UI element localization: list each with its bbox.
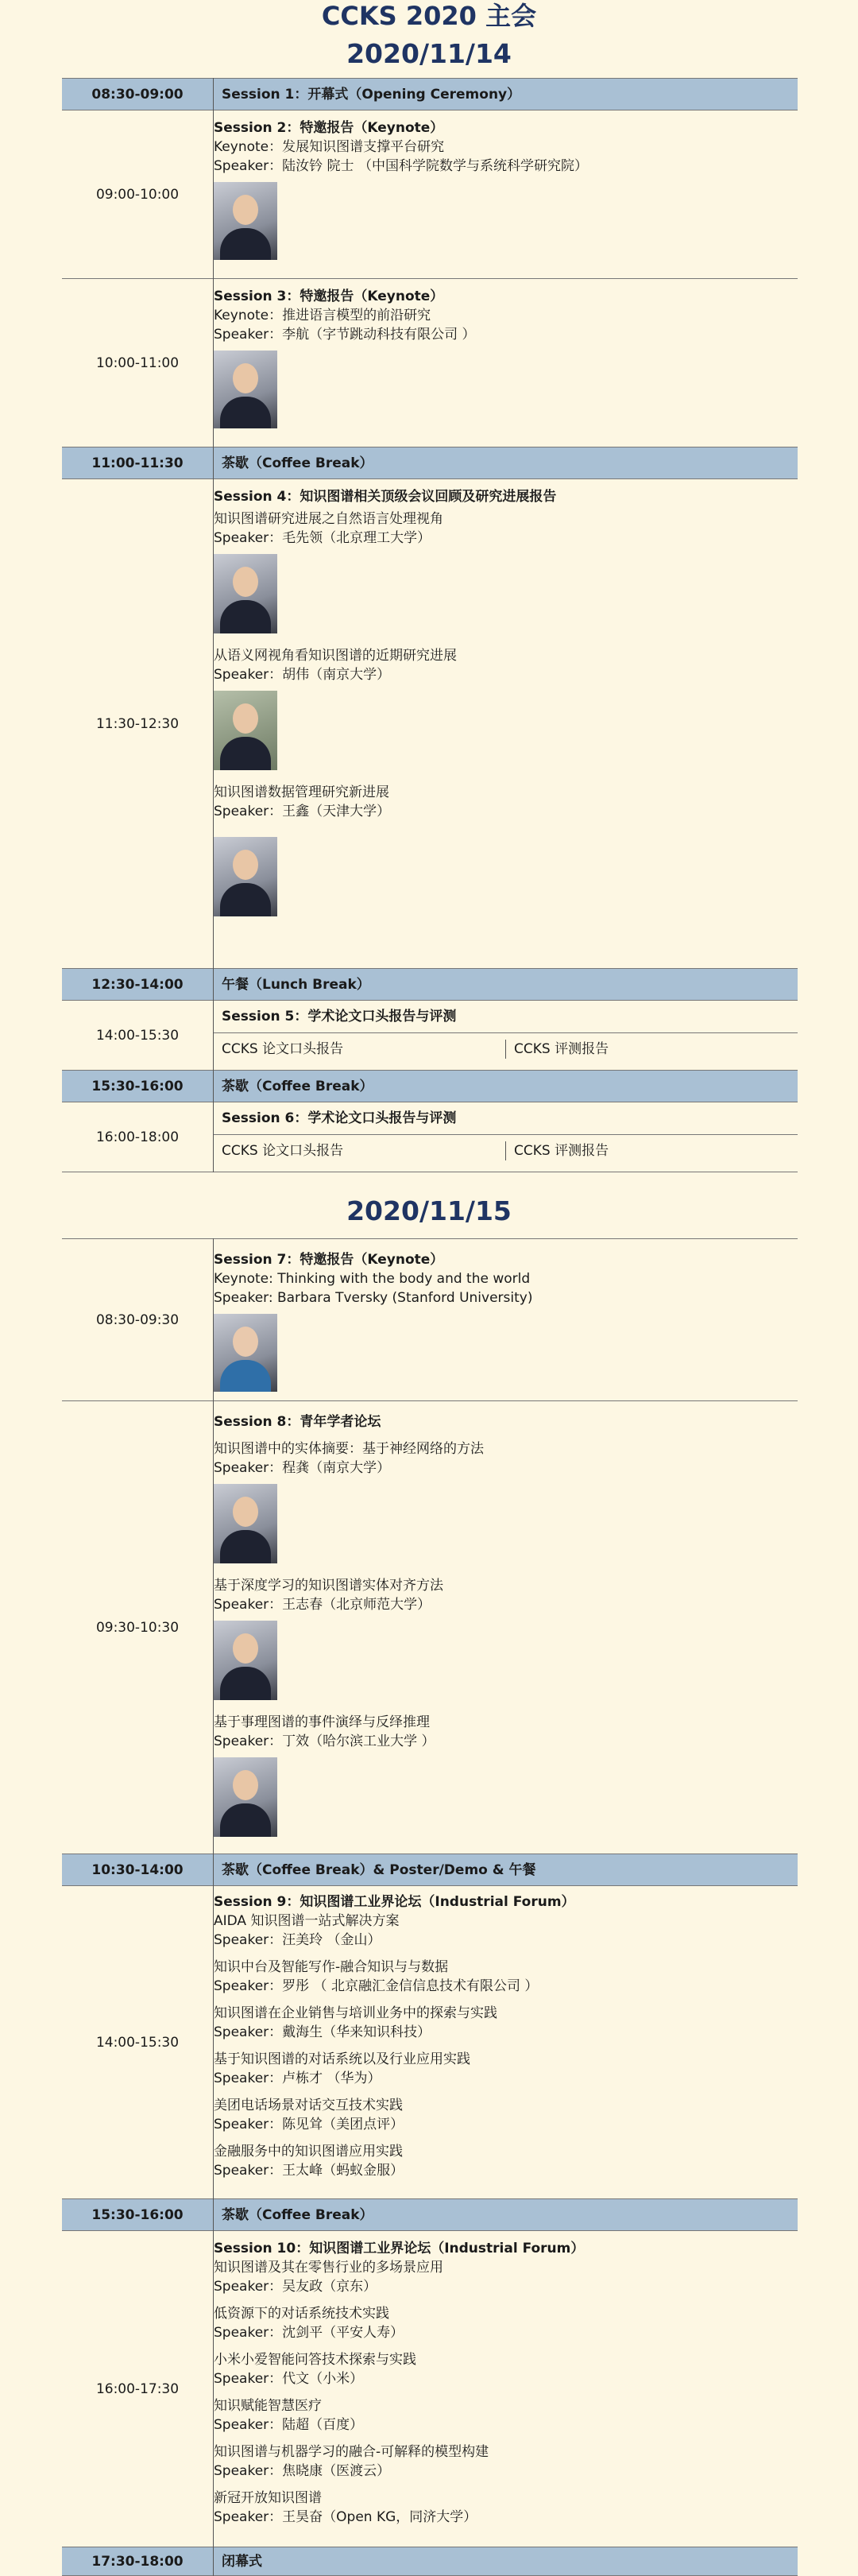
speaker-photo [214, 182, 277, 260]
time-cell: 17:30-18:00 [62, 2547, 214, 2576]
table-row [62, 2231, 798, 2547]
table-row [62, 279, 798, 447]
session-title: Session 2：特邀报告（Keynote） [214, 120, 444, 136]
speaker-photo [214, 691, 277, 770]
time-cell: 15:30-16:00 [62, 2199, 214, 2231]
time-cell: 11:30-12:30 [62, 479, 214, 969]
table-row [62, 1001, 798, 1071]
table-row [62, 2199, 798, 2231]
session-title: 茶歇（Coffee Break） [214, 447, 798, 479]
speaker-name: Speaker：汪美玲 （金山） [214, 1932, 381, 1948]
speaker-photo [214, 1621, 277, 1700]
table-row [62, 969, 798, 1001]
time-cell: 09:00-10:00 [62, 110, 214, 279]
session-title: Session 9：知识图谱工业界论坛（Industrial Forum） [214, 1894, 575, 1910]
speaker-name: Speaker：罗彤 （ 北京融汇金信信息技术有限公司 ） [214, 1978, 539, 1994]
time-cell: 16:00-18:00 [62, 1102, 214, 1172]
session-title: Session 10：知识图谱工业界论坛（Industrial Forum） [214, 2241, 585, 2256]
talk-title: 知识中台及智能写作-融合知识与与数据 [214, 1959, 449, 1975]
talk-title: 知识赋能智慧医疗 [214, 2398, 322, 2414]
speaker-name: Speaker：戴海生（华来知识科技） [214, 2024, 431, 2040]
keynote-title: Keynote：推进语言模型的前沿研究 [214, 308, 431, 323]
table-row [62, 110, 798, 279]
table-row [62, 1071, 798, 1102]
speaker-name: Speaker：陆超（百度） [214, 2417, 364, 2433]
speaker-name: Speaker：王鑫（天津大学） [214, 804, 391, 819]
talk-title: 低资源下的对话系统技术实践 [214, 2306, 389, 2322]
talk-title: 知识图谱研究进展之自然语言处理视角 [214, 511, 443, 527]
speaker-name: Speaker：胡伟（南京大学） [214, 667, 391, 683]
talk-title: 知识图谱数据管理研究新进展 [214, 784, 389, 800]
day2-date: 2020/11/15 [346, 1195, 512, 1226]
talk-title: 知识图谱与机器学习的融合-可解释的模型构建 [214, 2444, 489, 2460]
speaker-name: Speaker：王太峰（蚂蚁金服） [214, 2163, 404, 2179]
session-title: Session 1：开幕式（Opening Ceremony） [214, 79, 798, 110]
speaker-name: Speaker：沈剑平（平安人寿） [214, 2325, 404, 2341]
session-title: Session 4：知识图谱相关顶级会议回顾及研究进展报告 [214, 489, 557, 505]
speaker-name: Speaker：丁效（哈尔滨工业大学 ） [214, 1733, 435, 1749]
table-row [62, 447, 798, 479]
day1-date: 2020/11/14 [346, 38, 512, 69]
time-cell: 14:00-15:30 [62, 1886, 214, 2199]
speaker-name: Speaker：王志春（北京师范大学） [214, 1597, 431, 1613]
table-row [62, 1401, 798, 1854]
speaker-photo [214, 1314, 277, 1392]
speaker-name: Speaker：陆汝钤 院士 （中国科学院数学与系统科学研究院） [214, 158, 588, 174]
keynote-title: Keynote: Thinking with the body and the world [214, 1271, 531, 1287]
table-row [62, 479, 798, 969]
session-title: Session 3：特邀报告（Keynote） [214, 289, 444, 304]
talk-title: 金融服务中的知识图谱应用实践 [214, 2144, 403, 2160]
speaker-name: Speaker: Barbara Tversky (Stanford University) [214, 1290, 533, 1306]
time-cell: 10:30-14:00 [62, 1854, 214, 1886]
talk-title: 小米小爱智能问答技术探索与实践 [214, 2352, 416, 2368]
speaker-name: Speaker：陈见耸（美团点评） [214, 2117, 404, 2132]
speaker-name: Speaker：李航（字节跳动科技有限公司 ） [214, 327, 476, 343]
page-title: CCKS 2020 主会 [321, 1, 537, 31]
time-cell: 14:00-15:30 [62, 1001, 214, 1071]
keynote-title: Keynote：发展知识图谱支撑平台研究 [214, 139, 445, 155]
evaluation-label: CCKS 评测报告 [514, 1143, 609, 1159]
speaker-name: Speaker：吴友政（京东） [214, 2279, 377, 2295]
speaker-name: Speaker：王昊奋（Open KG，同济大学） [214, 2509, 477, 2525]
speaker-name: Speaker：毛先领（北京理工大学） [214, 530, 431, 546]
session-title: 茶歇（Coffee Break） [214, 2199, 798, 2231]
table-row [62, 1239, 798, 1401]
session-title: 茶歇（Coffee Break）& Poster/Demo & 午餐 [214, 1854, 798, 1886]
speaker-photo [214, 351, 277, 428]
speaker-photo [214, 1757, 277, 1837]
time-cell: 08:30-09:30 [62, 1239, 214, 1401]
session-title: 茶歇（Coffee Break） [214, 1071, 798, 1102]
paper-talks-label: CCKS 论文口头报告 [222, 1141, 506, 1160]
talk-title: AIDA 知识图谱一站式解决方案 [214, 1913, 400, 1929]
time-cell: 09:30-10:30 [62, 1401, 214, 1854]
session-title: Session 7：特邀报告（Keynote） [214, 1252, 444, 1268]
speaker-photo [214, 554, 277, 633]
talk-title: 知识图谱在企业销售与培训业务中的探索与实践 [214, 2005, 497, 2021]
table-row [62, 1102, 798, 1172]
session-title: Session 8：青年学者论坛 [214, 1414, 381, 1430]
time-cell: 11:00-11:30 [62, 447, 214, 479]
speaker-name: Speaker：程龚（南京大学） [214, 1460, 391, 1476]
talk-title: 基于深度学习的知识图谱实体对齐方法 [214, 1578, 443, 1594]
day1-schedule-table [62, 78, 798, 1172]
time-cell: 16:00-17:30 [62, 2231, 214, 2547]
table-row [62, 1854, 798, 1886]
time-cell: 15:30-16:00 [62, 1071, 214, 1102]
day2-schedule-table [62, 1238, 798, 2576]
session-title: 午餐（Lunch Break） [214, 969, 798, 1001]
talk-title: 知识图谱及其在零售行业的多场景应用 [214, 2260, 443, 2276]
session-title: Session 5：学术论文口头报告与评测 [214, 1001, 798, 1033]
table-row [62, 79, 798, 110]
table-row [62, 1886, 798, 2199]
speaker-name: Speaker：焦晓康（医渡云） [214, 2463, 391, 2479]
time-cell: 12:30-14:00 [62, 969, 214, 1001]
evaluation-label: CCKS 评测报告 [514, 1041, 609, 1057]
table-row [62, 2547, 798, 2576]
session-title: 闭幕式 [214, 2547, 798, 2576]
speaker-name: Speaker：代文（小米） [214, 2371, 364, 2387]
speaker-photo [214, 837, 277, 916]
talk-title: 从语义网视角看知识图谱的近期研究进展 [214, 648, 457, 664]
talk-title: 知识图谱中的实体摘要：基于神经网络的方法 [214, 1441, 484, 1457]
time-cell: 08:30-09:00 [62, 79, 214, 110]
talk-title: 新冠开放知识图谱 [214, 2490, 322, 2506]
talk-title: 基于知识图谱的对话系统以及行业应用实践 [214, 2051, 470, 2067]
speaker-photo [214, 1484, 277, 1563]
time-cell: 10:00-11:00 [62, 279, 214, 447]
talk-title: 美团电话场景对话交互技术实践 [214, 2098, 403, 2113]
session-title: Session 6：学术论文口头报告与评测 [214, 1102, 798, 1135]
speaker-name: Speaker：卢栋才 （华为） [214, 2070, 381, 2086]
paper-talks-label: CCKS 论文口头报告 [222, 1040, 506, 1059]
talk-title: 基于事理图谱的事件演绎与反绎推理 [214, 1714, 430, 1730]
